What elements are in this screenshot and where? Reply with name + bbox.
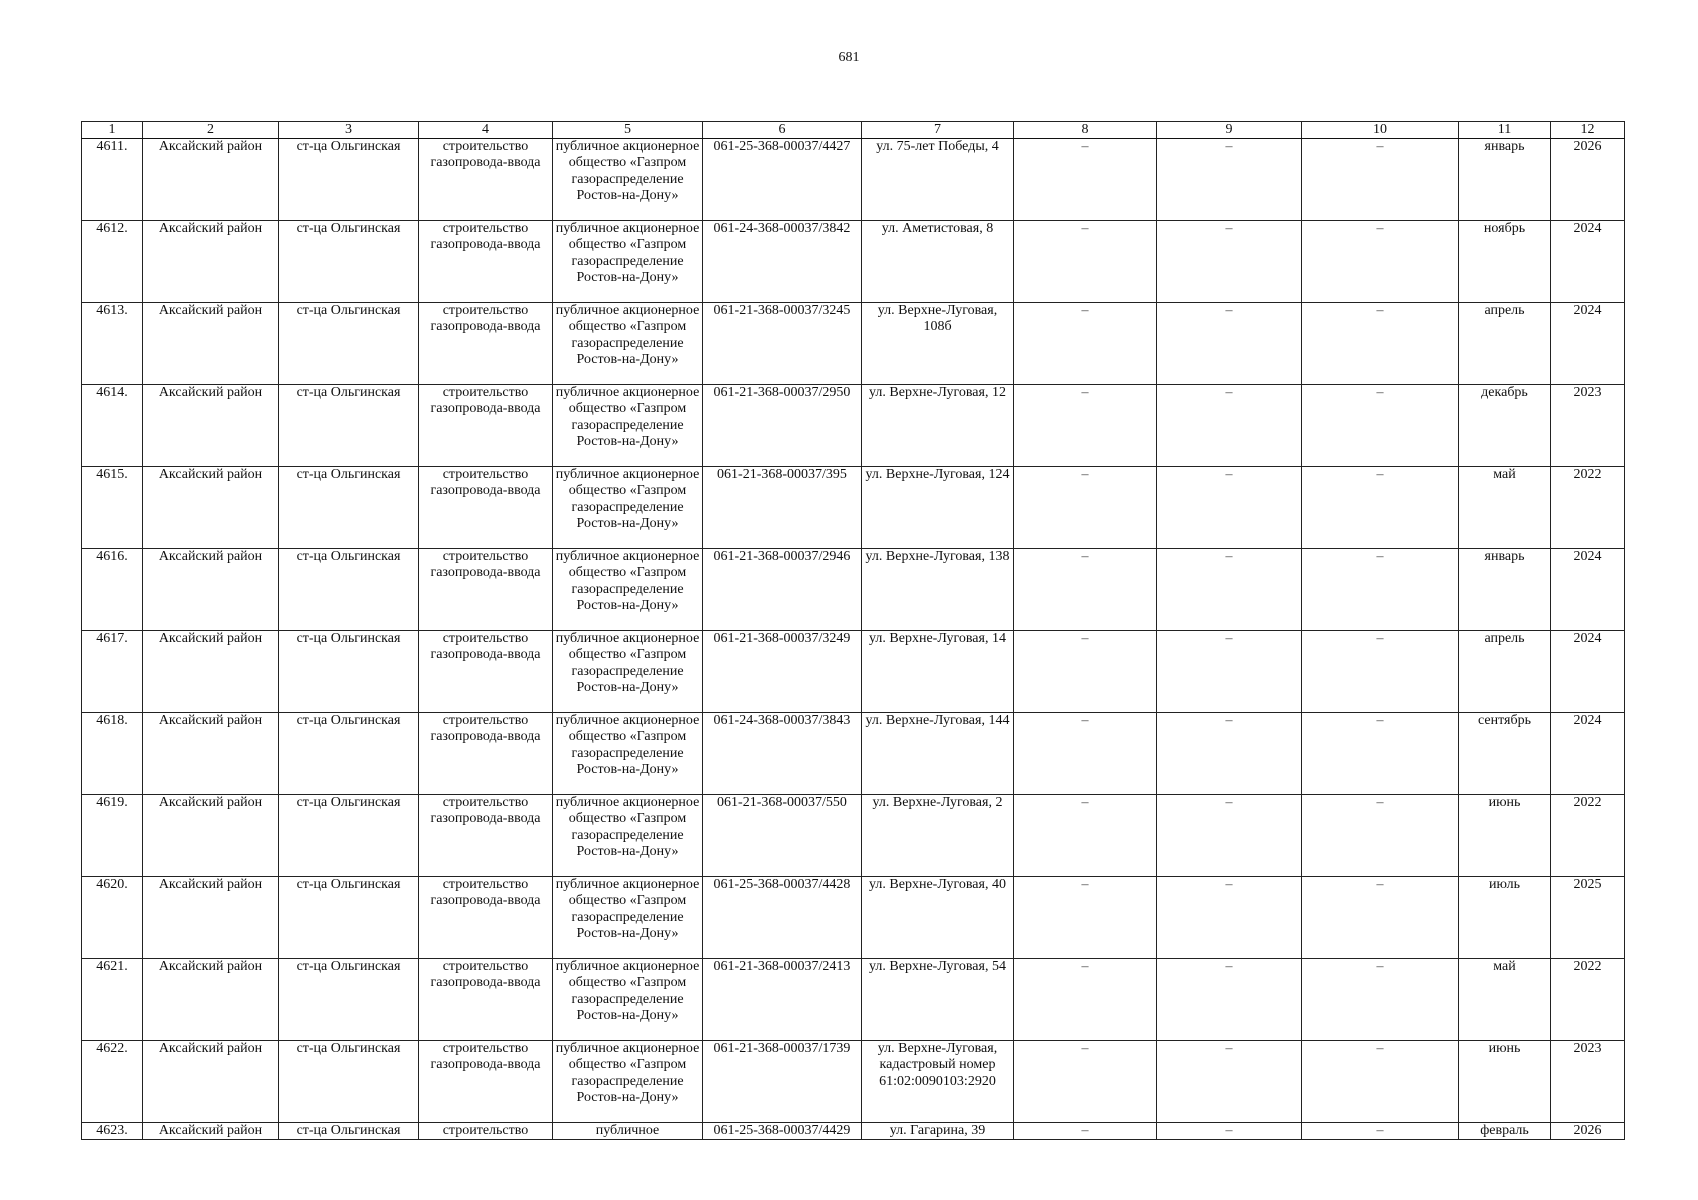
cell-col-10: – — [1302, 139, 1459, 221]
cell-month: май — [1459, 959, 1551, 1041]
cell-address: ул. Верхне-Луговая, 14 — [862, 631, 1014, 713]
table-row — [82, 1123, 1625, 1140]
cell-settlement: ст-ца Ольгинская — [279, 795, 419, 877]
column-header-9: 9 — [1157, 122, 1302, 139]
cell-organization: публичное акционерное общество «Газпром газораспределение Ростов-на-Дону» — [553, 1041, 703, 1123]
page-number: 681 — [838, 50, 860, 65]
cell-district: Аксайский район — [143, 1123, 279, 1140]
cell-col-9: – — [1157, 303, 1302, 385]
cell-address: ул. Верхне-Луговая, 124 — [862, 467, 1014, 549]
cell-col-10: – — [1302, 303, 1459, 385]
cell-settlement: ст-ца Ольгинская — [279, 139, 419, 221]
cell-work-type: строительство — [419, 1123, 553, 1140]
cell-row-number: 4618. — [82, 713, 143, 795]
cell-district: Аксайский район — [143, 795, 279, 877]
cell-settlement: ст-ца Ольгинская — [279, 713, 419, 795]
table-row — [82, 877, 1625, 959]
cell-month: апрель — [1459, 631, 1551, 713]
cell-registration-number: 061-21-368-00037/2946 — [703, 549, 862, 631]
cell-district: Аксайский район — [143, 221, 279, 303]
cell-district: Аксайский район — [143, 631, 279, 713]
cell-month: июль — [1459, 877, 1551, 959]
cell-month: июнь — [1459, 795, 1551, 877]
cell-year: 2026 — [1551, 1123, 1625, 1140]
table-row — [82, 139, 1625, 221]
cell-district: Аксайский район — [143, 467, 279, 549]
cell-settlement: ст-ца Ольгинская — [279, 303, 419, 385]
column-header-12: 12 — [1551, 122, 1625, 139]
cell-col-10: – — [1302, 631, 1459, 713]
cell-col-9: – — [1157, 1123, 1302, 1140]
column-header-4: 4 — [419, 122, 553, 139]
cell-address: ул. Верхне-Луговая, 138 — [862, 549, 1014, 631]
cell-month: январь — [1459, 549, 1551, 631]
cell-organization: публичное акционерное общество «Газпром газораспределение Ростов-на-Дону» — [553, 385, 703, 467]
cell-month: февраль — [1459, 1123, 1551, 1140]
cell-col-8: – — [1014, 467, 1157, 549]
cell-month: апрель — [1459, 303, 1551, 385]
cell-registration-number: 061-25-368-00037/4427 — [703, 139, 862, 221]
cell-row-number: 4622. — [82, 1041, 143, 1123]
cell-organization: публичное акционерное общество «Газпром газораспределение Ростов-на-Дону» — [553, 877, 703, 959]
cell-col-10: – — [1302, 467, 1459, 549]
cell-address: ул. Верхне-Луговая, 144 — [862, 713, 1014, 795]
cell-month: сентябрь — [1459, 713, 1551, 795]
cell-col-8: – — [1014, 139, 1157, 221]
cell-work-type: строительство газопровода-ввода — [419, 877, 553, 959]
cell-registration-number: 061-24-368-00037/3843 — [703, 713, 862, 795]
cell-registration-number: 061-21-368-00037/550 — [703, 795, 862, 877]
cell-address: ул. Гагарина, 39 — [862, 1123, 1014, 1140]
cell-row-number: 4623. — [82, 1123, 143, 1140]
cell-settlement: ст-ца Ольгинская — [279, 1041, 419, 1123]
cell-work-type: строительство газопровода-ввода — [419, 385, 553, 467]
cell-col-8: – — [1014, 877, 1157, 959]
cell-year: 2023 — [1551, 385, 1625, 467]
cell-address: ул. Верхне-Луговая, 12 — [862, 385, 1014, 467]
cell-address: ул. Верхне-Луговая, 2 — [862, 795, 1014, 877]
cell-col-10: – — [1302, 1123, 1459, 1140]
column-header-7: 7 — [862, 122, 1014, 139]
cell-col-9: – — [1157, 959, 1302, 1041]
cell-year: 2024 — [1551, 303, 1625, 385]
cell-year: 2022 — [1551, 959, 1625, 1041]
table-row — [82, 303, 1625, 385]
cell-work-type: строительство газопровода-ввода — [419, 713, 553, 795]
cell-organization: публичное акционерное общество «Газпром газораспределение Ростов-на-Дону» — [553, 303, 703, 385]
cell-year: 2024 — [1551, 221, 1625, 303]
cell-address: ул. Верхне-Луговая, 108б — [862, 303, 1014, 385]
cell-col-8: – — [1014, 713, 1157, 795]
cell-work-type: строительство газопровода-ввода — [419, 959, 553, 1041]
column-header-3: 3 — [279, 122, 419, 139]
cell-address: ул. Верхне-Луговая, 40 — [862, 877, 1014, 959]
cell-col-9: – — [1157, 549, 1302, 631]
cell-registration-number: 061-21-368-00037/1739 — [703, 1041, 862, 1123]
cell-settlement: ст-ца Ольгинская — [279, 467, 419, 549]
cell-year: 2022 — [1551, 795, 1625, 877]
cell-district: Аксайский район — [143, 139, 279, 221]
cell-registration-number: 061-21-368-00037/395 — [703, 467, 862, 549]
cell-district: Аксайский район — [143, 1041, 279, 1123]
table-row — [82, 385, 1625, 467]
table-header — [82, 122, 1625, 139]
cell-col-9: – — [1157, 221, 1302, 303]
cell-settlement: ст-ца Ольгинская — [279, 549, 419, 631]
cell-district: Аксайский район — [143, 385, 279, 467]
cell-registration-number: 061-25-368-00037/4428 — [703, 877, 862, 959]
data-table — [81, 121, 1625, 1140]
cell-col-10: – — [1302, 221, 1459, 303]
cell-month: ноябрь — [1459, 221, 1551, 303]
cell-work-type: строительство газопровода-ввода — [419, 795, 553, 877]
cell-district: Аксайский район — [143, 549, 279, 631]
cell-col-10: – — [1302, 713, 1459, 795]
cell-address: ул. Аметистовая, 8 — [862, 221, 1014, 303]
cell-row-number: 4621. — [82, 959, 143, 1041]
cell-col-9: – — [1157, 1041, 1302, 1123]
cell-year: 2026 — [1551, 139, 1625, 221]
cell-work-type: строительство газопровода-ввода — [419, 1041, 553, 1123]
cell-col-9: – — [1157, 139, 1302, 221]
cell-row-number: 4619. — [82, 795, 143, 877]
cell-address: ул. Верхне-Луговая, 54 — [862, 959, 1014, 1041]
cell-col-8: – — [1014, 303, 1157, 385]
cell-district: Аксайский район — [143, 877, 279, 959]
column-header-5: 5 — [553, 122, 703, 139]
cell-row-number: 4612. — [82, 221, 143, 303]
cell-settlement: ст-ца Ольгинская — [279, 221, 419, 303]
cell-year: 2024 — [1551, 549, 1625, 631]
cell-row-number: 4620. — [82, 877, 143, 959]
cell-address: ул. Верхне-Луговая, кадастровый номер 61:02:0090103:2920 — [862, 1041, 1014, 1123]
table-body — [82, 139, 1625, 1140]
cell-settlement: ст-ца Ольгинская — [279, 385, 419, 467]
column-header-1: 1 — [82, 122, 143, 139]
cell-organization: публичное акционерное общество «Газпром газораспределение Ростов-на-Дону» — [553, 221, 703, 303]
cell-col-10: – — [1302, 1041, 1459, 1123]
column-header-11: 11 — [1459, 122, 1551, 139]
cell-district: Аксайский район — [143, 713, 279, 795]
cell-organization: публичное акционерное общество «Газпром газораспределение Ростов-на-Дону» — [553, 713, 703, 795]
cell-col-10: – — [1302, 549, 1459, 631]
cell-registration-number: 061-24-368-00037/3842 — [703, 221, 862, 303]
cell-settlement: ст-ца Ольгинская — [279, 877, 419, 959]
cell-month: январь — [1459, 139, 1551, 221]
cell-work-type: строительство газопровода-ввода — [419, 467, 553, 549]
cell-row-number: 4617. — [82, 631, 143, 713]
cell-work-type: строительство газопровода-ввода — [419, 549, 553, 631]
cell-row-number: 4616. — [82, 549, 143, 631]
cell-col-10: – — [1302, 795, 1459, 877]
cell-col-8: – — [1014, 385, 1157, 467]
column-header-8: 8 — [1014, 122, 1157, 139]
cell-col-9: – — [1157, 795, 1302, 877]
cell-year: 2022 — [1551, 467, 1625, 549]
cell-registration-number: 061-21-368-00037/3245 — [703, 303, 862, 385]
cell-row-number: 4615. — [82, 467, 143, 549]
cell-organization: публичное акционерное общество «Газпром газораспределение Ростов-на-Дону» — [553, 631, 703, 713]
cell-work-type: строительство газопровода-ввода — [419, 303, 553, 385]
cell-col-8: – — [1014, 549, 1157, 631]
cell-registration-number: 061-21-368-00037/3249 — [703, 631, 862, 713]
cell-registration-number: 061-21-368-00037/2413 — [703, 959, 862, 1041]
cell-col-9: – — [1157, 631, 1302, 713]
table-row — [82, 631, 1625, 713]
cell-organization: публичное акционерное общество «Газпром газораспределение Ростов-на-Дону» — [553, 795, 703, 877]
cell-month: июнь — [1459, 1041, 1551, 1123]
cell-col-9: – — [1157, 467, 1302, 549]
cell-district: Аксайский район — [143, 959, 279, 1041]
cell-col-8: – — [1014, 1041, 1157, 1123]
cell-col-8: – — [1014, 221, 1157, 303]
cell-settlement: ст-ца Ольгинская — [279, 631, 419, 713]
cell-district: Аксайский район — [143, 303, 279, 385]
table-row — [82, 1041, 1625, 1123]
cell-address: ул. 75-лет Победы, 4 — [862, 139, 1014, 221]
cell-registration-number: 061-21-368-00037/2950 — [703, 385, 862, 467]
cell-work-type: строительство газопровода-ввода — [419, 139, 553, 221]
cell-year: 2023 — [1551, 1041, 1625, 1123]
cell-col-8: – — [1014, 959, 1157, 1041]
cell-col-8: – — [1014, 795, 1157, 877]
table-row — [82, 221, 1625, 303]
cell-year: 2024 — [1551, 631, 1625, 713]
header-row — [82, 122, 1625, 139]
cell-settlement: ст-ца Ольгинская — [279, 1123, 419, 1140]
cell-year: 2024 — [1551, 713, 1625, 795]
cell-organization: публичное акционерное общество «Газпром газораспределение Ростов-на-Дону» — [553, 467, 703, 549]
cell-col-10: – — [1302, 959, 1459, 1041]
cell-organization: публичное — [553, 1123, 703, 1140]
cell-month: май — [1459, 467, 1551, 549]
cell-row-number: 4611. — [82, 139, 143, 221]
column-header-6: 6 — [703, 122, 862, 139]
table-row — [82, 959, 1625, 1041]
cell-work-type: строительство газопровода-ввода — [419, 221, 553, 303]
cell-col-9: – — [1157, 385, 1302, 467]
table-row — [82, 795, 1625, 877]
table-row — [82, 713, 1625, 795]
cell-col-8: – — [1014, 631, 1157, 713]
cell-settlement: ст-ца Ольгинская — [279, 959, 419, 1041]
cell-row-number: 4614. — [82, 385, 143, 467]
column-header-10: 10 — [1302, 122, 1459, 139]
cell-col-8: – — [1014, 1123, 1157, 1140]
cell-col-10: – — [1302, 877, 1459, 959]
cell-col-9: – — [1157, 713, 1302, 795]
cell-work-type: строительство газопровода-ввода — [419, 631, 553, 713]
cell-registration-number: 061-25-368-00037/4429 — [703, 1123, 862, 1140]
table-row — [82, 467, 1625, 549]
cell-col-10: – — [1302, 385, 1459, 467]
cell-col-9: – — [1157, 877, 1302, 959]
table-row — [82, 549, 1625, 631]
column-header-2: 2 — [143, 122, 279, 139]
cell-organization: публичное акционерное общество «Газпром газораспределение Ростов-на-Дону» — [553, 139, 703, 221]
cell-row-number: 4613. — [82, 303, 143, 385]
cell-year: 2025 — [1551, 877, 1625, 959]
cell-month: декабрь — [1459, 385, 1551, 467]
cell-organization: публичное акционерное общество «Газпром газораспределение Ростов-на-Дону» — [553, 959, 703, 1041]
cell-organization: публичное акционерное общество «Газпром газораспределение Ростов-на-Дону» — [553, 549, 703, 631]
